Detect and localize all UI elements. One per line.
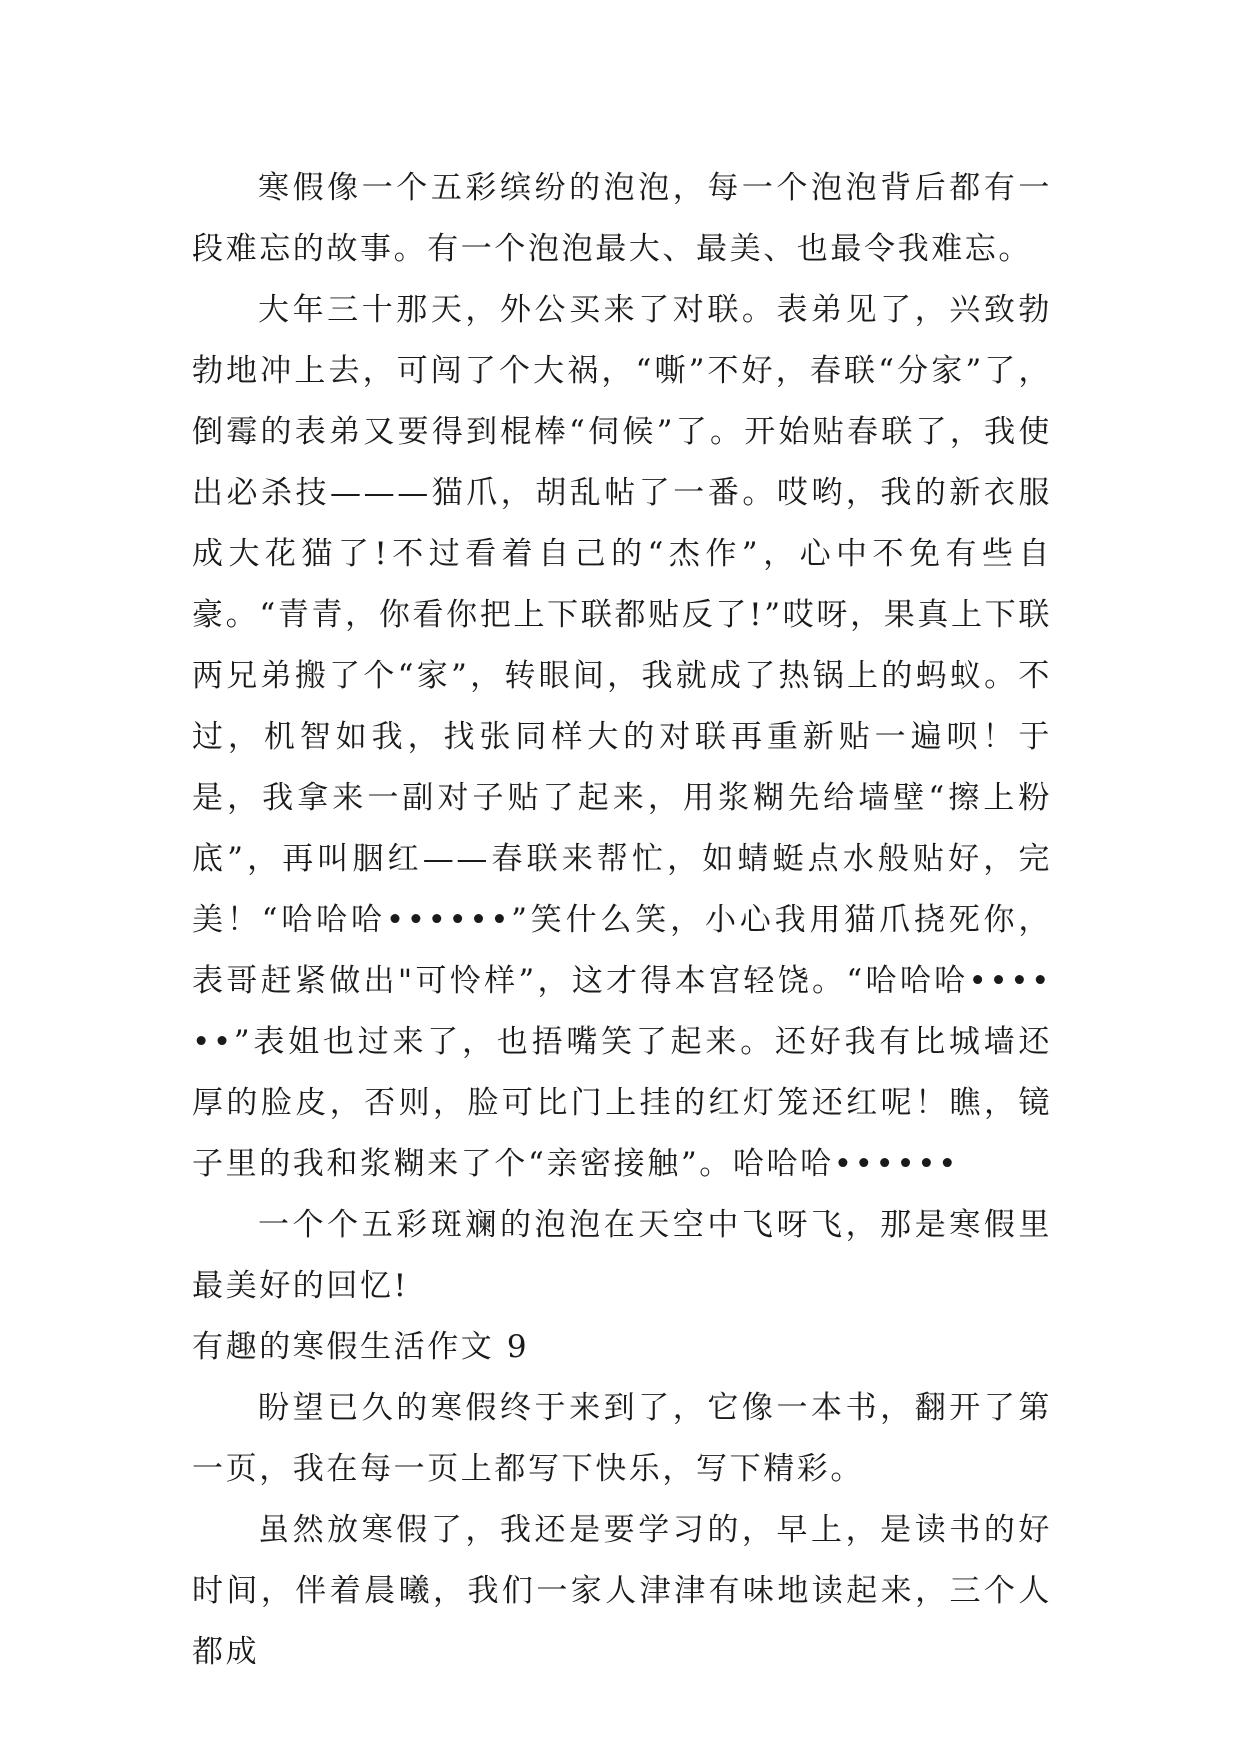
paragraph-winter-break-book: 盼望已久的寒假终于来到了，它像一本书，翻开了第一页，我在每一页上都写下快乐，写下精彩。 xyxy=(192,1390,1052,1487)
paragraph-morning-reading: 虽然放寒假了，我还是要学习的，早上，是读书的好时间，伴着晨曦，我们一家人津津有味地读起来，三个人都成 xyxy=(192,1512,1052,1670)
paragraph-bubble-intro: 寒假像一个五彩缤纷的泡泡，每一个泡泡背后都有一段难忘的故事。有一个泡泡最大、最美、也最令我难忘。 xyxy=(192,170,1052,267)
paragraph-bubble-conclusion: 一个个五彩斑斓的泡泡在天空中飞呀飞，那是寒假里最美好的回忆! xyxy=(192,1207,1052,1304)
document-body xyxy=(192,158,1052,1683)
essay-heading: 有趣的寒假生活作文 9 xyxy=(192,1329,530,1365)
paragraph-spring-couplets-story: 大年三十那天，外公买来了对联。表弟见了，兴致勃勃地冲上去，可闯了个大祸，“嘶”不好，春联“分家”了，倒霉的表弟又要得到棍棒“伺候”了。开始贴春联了，我使出必杀技———猫爪，胡乱帖了一番。哎哟，我的新衣服成大花猫了!不过看着自己的“杰作”，心中不免有些自豪。“青青，你看你把上下联都贴反了!”哎呀，果真上下联两兄弟搬了个“家”，转眼间，我就成了热锅上的蚂蚁。不过，机智如我，找张同样大的对联再重新贴一遍呗！于是，我拿来一副对子贴了起来，用浆糊先给墙壁“擦上粉底”，再叫胭红——春联来帮忙，如蜻蜓点水般贴好，完美！“哈哈哈••••••”笑什么笑，小心我用猫爪挠死你，表哥赶紧做出"可怜样”，这才得本宫轻饶。“哈哈哈••••••”表姐也过来了，也捂嘴笑了起来。还好我有比城墙还厚的脸皮，否则，脸可比门上挂的红灯笼还红呢！瞧，镜子里的我和浆糊来了个“亲密接触”。哈哈哈•••••• xyxy=(192,292,1052,1182)
